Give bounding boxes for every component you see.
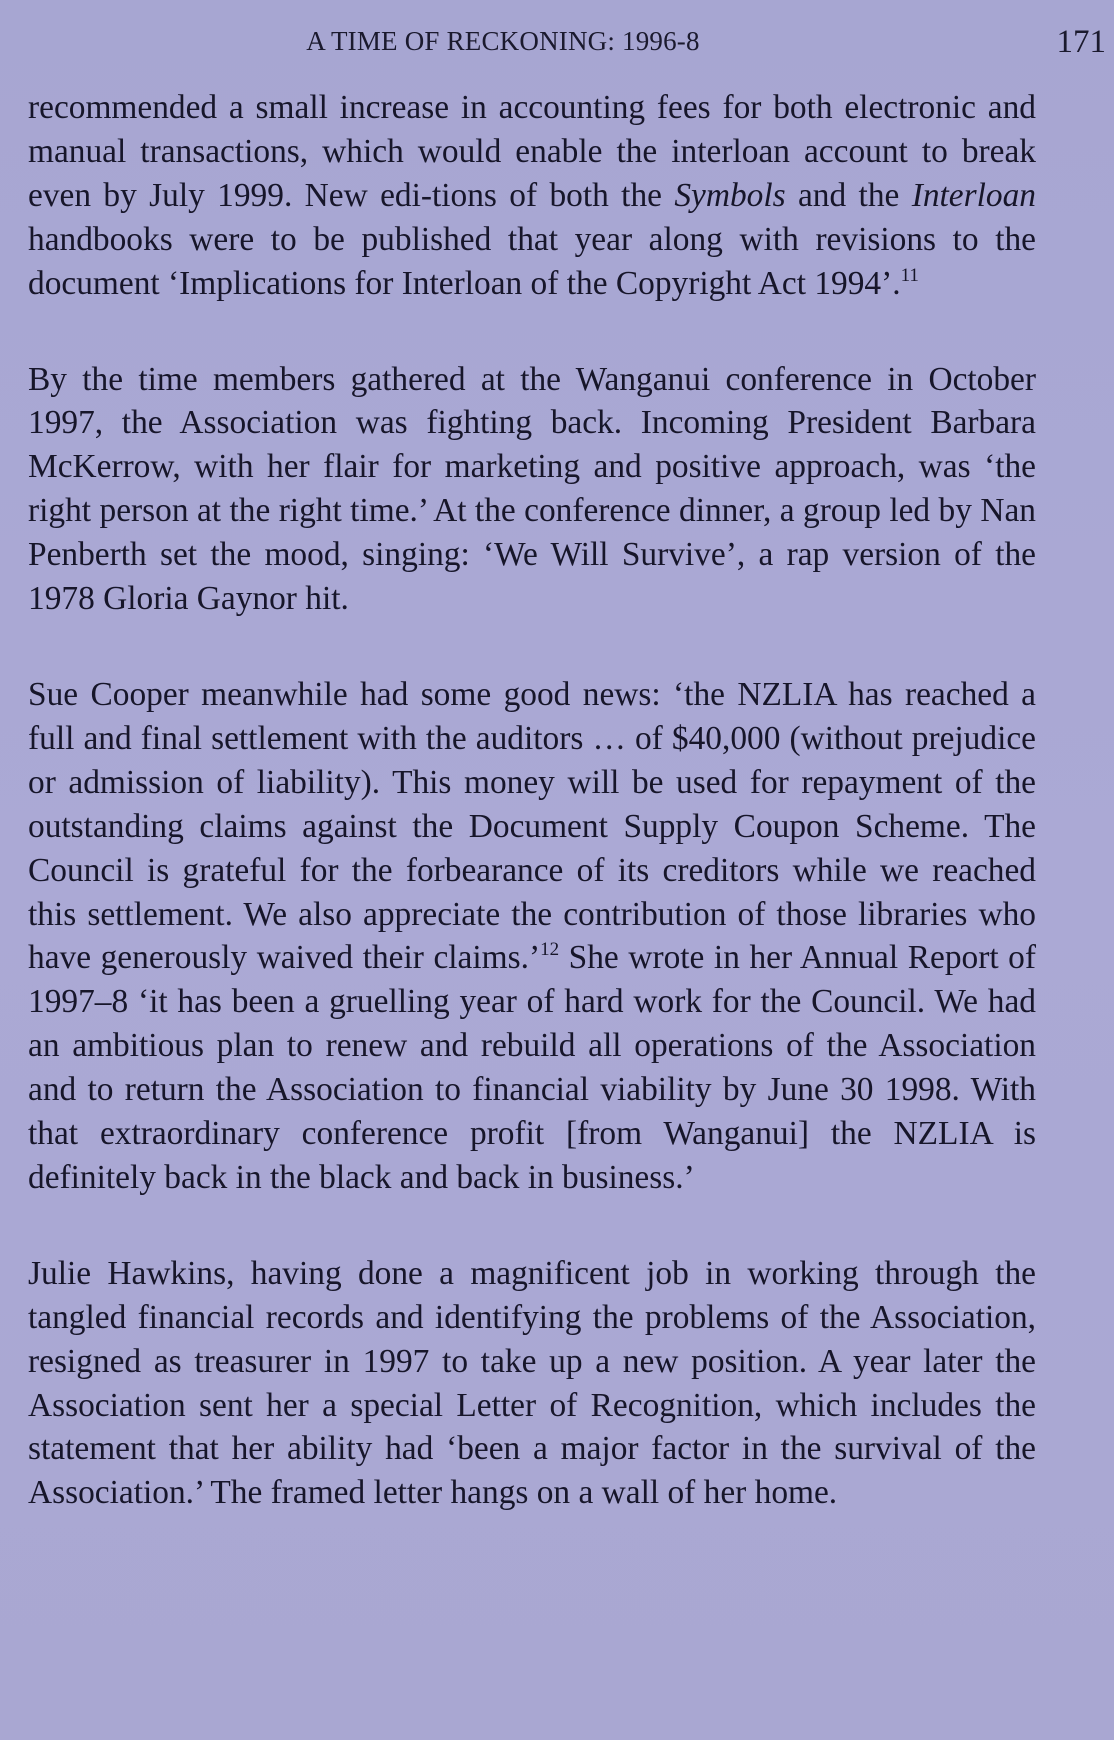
paragraph-3 — [28, 673, 1036, 1200]
symbols-title: Symbols — [674, 176, 786, 214]
page-number: 171 — [1056, 24, 1106, 60]
paragraph-1 — [28, 86, 1036, 306]
paragraph-3-text-b: She wrote in her Annual Report of 1997–8 ‘it has been a gruelling year of hard work for the Council. We had an ambitious plan to renew and rebuild all operations of the Association and to return the Association to financial viability by June 30 1998. With that extraordinary conference profit [from Wanganui] the NZLIA is definitely back in the black and back in business.’ — [28, 939, 1036, 1196]
running-head: A TIME OF RECKONING: 1996-8 — [306, 26, 700, 56]
paragraph-2: By the time members gathered at the Wanganui conference in October 1997, the Association was fighting back. Incoming President Barbara McKerrow, with her flair for marketing and positive approach, was ‘the right person at the right time.’ At the conference dinner, a group led by Nan Penberth set the mood, singing: ‘We Will Survive’, a rap version of the 1978 Gloria Gaynor hit. — [28, 360, 1036, 618]
body-text — [28, 86, 1036, 1515]
paragraph-3-text-a: Sue Cooper meanwhile had some good news: ‘the NZLIA has reached a full and final settlement with the auditors … of $40,000 (without prejudice or admission of liability). This money will be used for repayment of the outstanding claims against the Document Supply Coupon Scheme. The Council is grateful for the forbearance of its creditors while we reached this settlement. We also appreciate the contribution of those libraries who have generously waived their claims.’ — [28, 675, 1036, 977]
footnote-ref-11: 11 — [900, 264, 919, 286]
paragraph-1-text-b: and the — [785, 176, 912, 214]
footnote-ref-12: 12 — [540, 939, 560, 961]
paragraph-1-text-a: recommended a small increase in accounting fees for both electronic and manual transactions, which would enable the interloan account to break even by July 1999. New edi-tions of both the — [28, 89, 1036, 214]
interloan-title: Interloan — [911, 176, 1036, 214]
paragraph-1-text-c: handbooks were to be published that year along with revisions to the document ‘Implications for Interloan of the Copyright Act 1994’. — [28, 220, 1036, 302]
paragraph-4: Julie Hawkins, having done a magnificent job in working through the tangled financial records and identifying the problems of the Association, resigned as treasurer in 1997 to take up a new position. A year later the Association sent her a special Letter of Recognition, which includes the statement that her ability had ‘been a major factor in the survival of the Association.’ The framed letter hangs on a wall of her home. — [28, 1254, 1036, 1512]
